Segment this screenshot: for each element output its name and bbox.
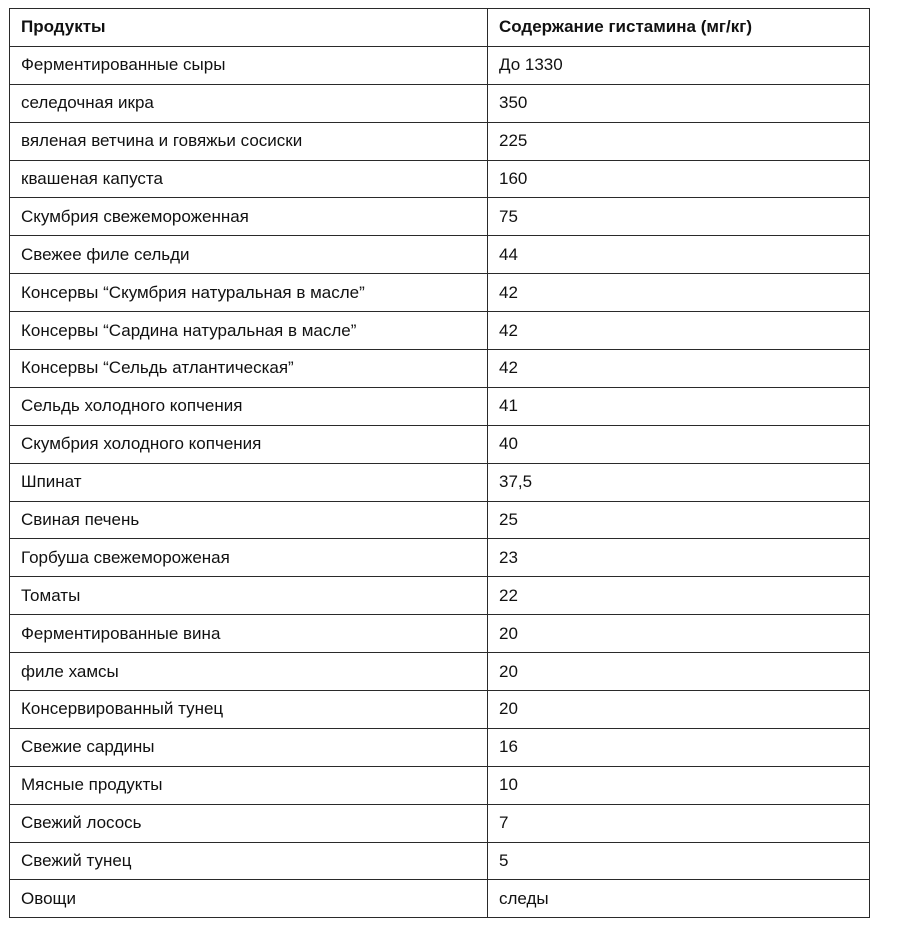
table-row (10, 312, 870, 350)
product-cell: филе хамсы (10, 653, 488, 691)
histamine-value-cell: 225 (488, 122, 870, 160)
product-cell: Свежее филе сельди (10, 236, 488, 274)
product-cell: селедочная икра (10, 84, 488, 122)
histamine-value-cell: 42 (488, 312, 870, 350)
histamine-value-cell: 41 (488, 387, 870, 425)
product-cell: Шпинат (10, 463, 488, 501)
table-row (10, 122, 870, 160)
product-cell: квашеная капуста (10, 160, 488, 198)
table-row (10, 615, 870, 653)
histamine-value-cell: 5 (488, 842, 870, 880)
product-cell: Скумбрия свежемороженная (10, 198, 488, 236)
product-cell: Свиная печень (10, 501, 488, 539)
product-cell: Консервы “Сельдь атлантическая” (10, 350, 488, 388)
product-cell: Томаты (10, 577, 488, 615)
header-histamine-content: Содержание гистамина (мг/кг) (488, 9, 870, 47)
table-row (10, 691, 870, 729)
table-row (10, 804, 870, 842)
histamine-value-cell: 44 (488, 236, 870, 274)
histamine-value-cell: 160 (488, 160, 870, 198)
product-cell: вяленая ветчина и говяжьи сосиски (10, 122, 488, 160)
histamine-value-cell: 7 (488, 804, 870, 842)
product-cell: Горбуша свежемороженая (10, 539, 488, 577)
table-row (10, 387, 870, 425)
header-product: Продукты (10, 9, 488, 47)
product-cell: Ферментированные сыры (10, 46, 488, 84)
table-row (10, 463, 870, 501)
histamine-value-cell: 42 (488, 274, 870, 312)
product-cell: Скумбрия холодного копчения (10, 425, 488, 463)
table-row (10, 425, 870, 463)
table-row (10, 766, 870, 804)
histamine-value-cell: 20 (488, 691, 870, 729)
table-header-row (10, 9, 870, 47)
histamine-value-cell: 20 (488, 615, 870, 653)
table-row (10, 501, 870, 539)
histamine-value-cell: 37,5 (488, 463, 870, 501)
product-cell: Сельдь холодного копчения (10, 387, 488, 425)
table-row (10, 539, 870, 577)
histamine-value-cell: До 1330 (488, 46, 870, 84)
histamine-value-cell: 42 (488, 350, 870, 388)
table-body (10, 46, 870, 917)
histamine-value-cell: 40 (488, 425, 870, 463)
histamine-value-cell: 23 (488, 539, 870, 577)
product-cell: Консервированный тунец (10, 691, 488, 729)
table-row (10, 880, 870, 918)
product-cell: Мясные продукты (10, 766, 488, 804)
histamine-value-cell: 350 (488, 84, 870, 122)
product-cell: Свежий тунец (10, 842, 488, 880)
table-row (10, 198, 870, 236)
product-cell: Консервы “Скумбрия натуральная в масле” (10, 274, 488, 312)
table-row (10, 350, 870, 388)
product-cell: Консервы “Сардина натуральная в масле” (10, 312, 488, 350)
histamine-value-cell: 22 (488, 577, 870, 615)
histamine-value-cell: 75 (488, 198, 870, 236)
histamine-value-cell: 20 (488, 653, 870, 691)
table-row (10, 84, 870, 122)
table-row (10, 653, 870, 691)
histamine-value-cell: следы (488, 880, 870, 918)
product-cell: Овощи (10, 880, 488, 918)
product-cell: Свежие сардины (10, 728, 488, 766)
table-row (10, 236, 870, 274)
table-row (10, 46, 870, 84)
table-row (10, 842, 870, 880)
histamine-value-cell: 10 (488, 766, 870, 804)
table-row (10, 728, 870, 766)
product-cell: Свежий лосось (10, 804, 488, 842)
histamine-value-cell: 25 (488, 501, 870, 539)
histamine-value-cell: 16 (488, 728, 870, 766)
table-row (10, 160, 870, 198)
product-cell: Ферментированные вина (10, 615, 488, 653)
histamine-table (9, 8, 870, 918)
table-row (10, 274, 870, 312)
table-row (10, 577, 870, 615)
